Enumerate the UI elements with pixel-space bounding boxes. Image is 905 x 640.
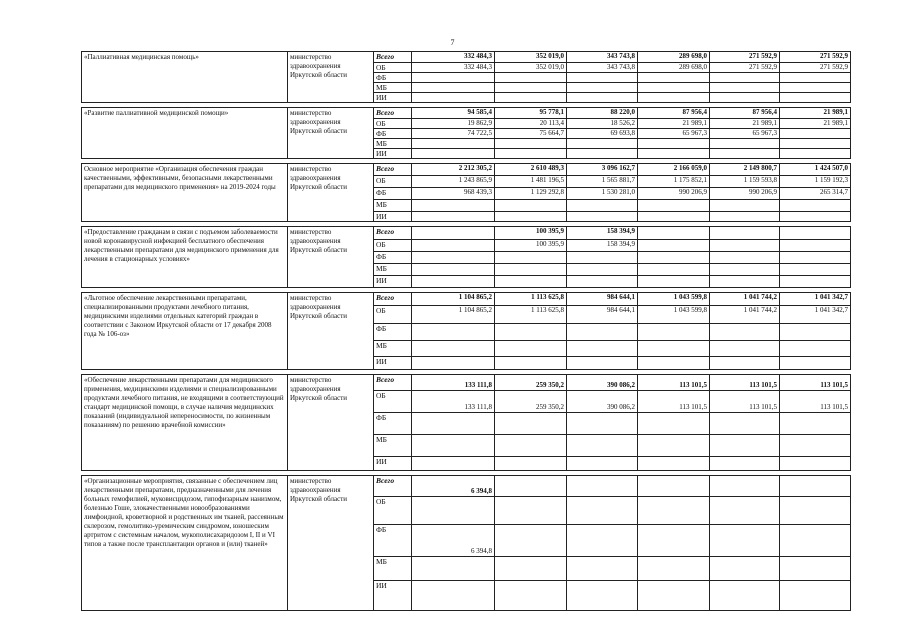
- amount-cell: [638, 93, 710, 103]
- amount-cell: [412, 252, 495, 264]
- funding-source: МБ: [374, 264, 412, 276]
- amount-cell: [710, 139, 780, 149]
- amount-cell: [780, 73, 851, 83]
- amount-cell: [780, 457, 851, 471]
- amount-cell: 87 956,4: [638, 108, 710, 119]
- amount-cell: [495, 83, 567, 93]
- amount-cell: [638, 457, 710, 471]
- amount-cell: [710, 476, 780, 497]
- funding-source: Всего: [374, 227, 412, 240]
- amount-cell: [780, 200, 851, 212]
- amount-cell: [638, 252, 710, 264]
- amount-cell: 1 041 342,7: [780, 293, 851, 306]
- amount-cell: 19 862,9: [412, 119, 495, 129]
- amount-cell: [495, 457, 567, 471]
- funding-source: Всего: [374, 108, 412, 119]
- amount-cell: 259 350,2: [495, 375, 567, 391]
- responsible-executor: министерство здравоохранения Иркутской области: [288, 227, 374, 288]
- amount-cell: 289 698,0: [638, 63, 710, 73]
- amount-cell: [567, 149, 638, 159]
- amount-cell: [710, 240, 780, 252]
- amount-cell: [780, 413, 851, 435]
- amount-cell: [780, 227, 851, 240]
- amount-cell: [412, 497, 495, 525]
- amount-cell: [412, 357, 495, 370]
- amount-cell: [780, 149, 851, 159]
- amount-cell: 6 394,8: [412, 525, 495, 557]
- funding-source: Всего: [374, 375, 412, 391]
- amount-cell: [710, 276, 780, 288]
- amount-cell: [412, 341, 495, 357]
- table-body: [82, 52, 851, 611]
- amount-cell: [495, 435, 567, 457]
- table-row: [82, 164, 851, 176]
- amount-cell: [638, 476, 710, 497]
- amount-cell: 332 484,3: [412, 63, 495, 73]
- amount-cell: [412, 264, 495, 276]
- funding-source: ФБ: [374, 73, 412, 83]
- amount-cell: [638, 581, 710, 611]
- amount-cell: [638, 497, 710, 525]
- amount-cell: 20 113,4: [495, 119, 567, 129]
- amount-cell: 74 722,5: [412, 129, 495, 139]
- responsible-executor: министерство здравоохранения Иркутской области: [288, 293, 374, 370]
- amount-cell: 113 101,5: [780, 391, 851, 413]
- funding-source: ОБ: [374, 119, 412, 129]
- amount-cell: [412, 227, 495, 240]
- table-row: [82, 108, 851, 119]
- amount-cell: [495, 476, 567, 497]
- amount-cell: 1 113 625,8: [495, 306, 567, 324]
- amount-cell: [638, 139, 710, 149]
- amount-cell: [412, 413, 495, 435]
- amount-cell: [780, 212, 851, 222]
- amount-cell: [638, 357, 710, 370]
- funding-source: ФБ: [374, 188, 412, 200]
- amount-cell: 95 778,1: [495, 108, 567, 119]
- budget-table: [81, 51, 851, 611]
- funding-source: ОБ: [374, 497, 412, 525]
- funding-source: МБ: [374, 435, 412, 457]
- funding-source: МБ: [374, 83, 412, 93]
- amount-cell: 265 314,7: [780, 188, 851, 200]
- amount-cell: 343 743,8: [567, 52, 638, 63]
- amount-cell: [710, 357, 780, 370]
- amount-cell: [780, 93, 851, 103]
- amount-cell: 390 086,2: [567, 391, 638, 413]
- amount-cell: 984 644,1: [567, 293, 638, 306]
- amount-cell: 2 166 059,0: [638, 164, 710, 176]
- amount-cell: [780, 581, 851, 611]
- amount-cell: [567, 83, 638, 93]
- amount-cell: [567, 357, 638, 370]
- amount-cell: [710, 252, 780, 264]
- measure-name: Основное мероприятие «Организация обеспечения граждан качественными, эффективными, безопасными лекарственными препаратами для медицинского применения» на 2019-2024 годы: [82, 164, 288, 222]
- amount-cell: 133 111,8: [412, 375, 495, 391]
- amount-cell: [638, 227, 710, 240]
- table-row: [82, 52, 851, 63]
- amount-cell: [567, 324, 638, 341]
- amount-cell: [412, 212, 495, 222]
- funding-source: ИИ: [374, 276, 412, 288]
- table-row: [82, 293, 851, 306]
- amount-cell: 343 743,8: [567, 63, 638, 73]
- amount-cell: [710, 73, 780, 83]
- amount-cell: [412, 83, 495, 93]
- funding-source: ФБ: [374, 413, 412, 435]
- amount-cell: 1 530 281,0: [567, 188, 638, 200]
- funding-source: МБ: [374, 341, 412, 357]
- measure-name: «Развитие паллиативной медицинской помощи»: [82, 108, 288, 159]
- amount-cell: [495, 525, 567, 557]
- amount-cell: [780, 476, 851, 497]
- amount-cell: 21 989,1: [780, 108, 851, 119]
- amount-cell: 968 439,3: [412, 188, 495, 200]
- funding-source: МБ: [374, 139, 412, 149]
- amount-cell: [710, 83, 780, 93]
- amount-cell: [710, 93, 780, 103]
- amount-cell: 3 096 162,7: [567, 164, 638, 176]
- amount-cell: [638, 83, 710, 93]
- amount-cell: [567, 93, 638, 103]
- amount-cell: [710, 212, 780, 222]
- amount-cell: [710, 581, 780, 611]
- amount-cell: 100 395,9: [495, 240, 567, 252]
- amount-cell: [710, 413, 780, 435]
- amount-cell: [710, 557, 780, 581]
- amount-cell: [567, 413, 638, 435]
- amount-cell: [780, 435, 851, 457]
- amount-cell: [495, 357, 567, 370]
- amount-cell: [412, 149, 495, 159]
- amount-cell: 990 206,9: [638, 188, 710, 200]
- amount-cell: 88 220,0: [567, 108, 638, 119]
- amount-cell: [780, 83, 851, 93]
- amount-cell: 1 565 881,7: [567, 176, 638, 188]
- measure-name: «Льготное обеспечение лекарственными препаратами, специализированными продуктами лечебного питания, медицинскими изделиями отдельных категорий граждан в соответствии с Законом Иркутской области от 17 декабря 2008 года № 106-оз»: [82, 293, 288, 370]
- amount-cell: [638, 73, 710, 83]
- amount-cell: 1 041 342,7: [780, 306, 851, 324]
- amount-cell: 1 175 852,1: [638, 176, 710, 188]
- amount-cell: 158 394,9: [567, 227, 638, 240]
- amount-cell: [495, 324, 567, 341]
- amount-cell: 69 693,8: [567, 129, 638, 139]
- table-row: [82, 375, 851, 391]
- amount-cell: [780, 357, 851, 370]
- funding-source: ИИ: [374, 212, 412, 222]
- amount-cell: [567, 264, 638, 276]
- amount-cell: [495, 557, 567, 581]
- amount-cell: 94 585,4: [412, 108, 495, 119]
- amount-cell: [567, 212, 638, 222]
- amount-cell: 1 129 292,8: [495, 188, 567, 200]
- amount-cell: 1 113 625,8: [495, 293, 567, 306]
- amount-cell: 75 664,7: [495, 129, 567, 139]
- amount-cell: [412, 324, 495, 341]
- amount-cell: [567, 252, 638, 264]
- amount-cell: 1 104 865,2: [412, 306, 495, 324]
- amount-cell: [412, 435, 495, 457]
- funding-source: ОБ: [374, 176, 412, 188]
- funding-source: ОБ: [374, 306, 412, 324]
- funding-source: ИИ: [374, 457, 412, 471]
- amount-cell: [495, 497, 567, 525]
- amount-cell: [638, 525, 710, 557]
- amount-cell: 1 481 196,5: [495, 176, 567, 188]
- amount-cell: [567, 276, 638, 288]
- amount-cell: [780, 139, 851, 149]
- funding-source: ФБ: [374, 129, 412, 139]
- amount-cell: [567, 200, 638, 212]
- measure-name: «Предоставление гражданам в связи с подъемом заболеваемости новой коронавирусной инфекцией бесплатного обеспечения лекарственными препаратами для медицинского применения для лечения в стационарных условиях»: [82, 227, 288, 288]
- amount-cell: 271 592,9: [780, 63, 851, 73]
- amount-cell: 352 019,0: [495, 52, 567, 63]
- amount-cell: [567, 557, 638, 581]
- amount-cell: [495, 149, 567, 159]
- amount-cell: [567, 457, 638, 471]
- amount-cell: 1 243 865,9: [412, 176, 495, 188]
- amount-cell: [638, 413, 710, 435]
- amount-cell: 1 043 599,8: [638, 293, 710, 306]
- amount-cell: [638, 324, 710, 341]
- amount-cell: [780, 324, 851, 341]
- amount-cell: 1 041 744,2: [710, 293, 780, 306]
- amount-cell: 2 212 305,2: [412, 164, 495, 176]
- amount-cell: 259 350,2: [495, 391, 567, 413]
- amount-cell: [780, 497, 851, 525]
- amount-cell: [567, 139, 638, 149]
- amount-cell: [495, 73, 567, 83]
- amount-cell: 6 394,8: [412, 476, 495, 497]
- funding-source: ФБ: [374, 252, 412, 264]
- amount-cell: [710, 457, 780, 471]
- amount-cell: [495, 139, 567, 149]
- amount-cell: [495, 581, 567, 611]
- responsible-executor: министерство здравоохранения Иркутской области: [288, 164, 374, 222]
- responsible-executor: министерство здравоохранения Иркутской области: [288, 476, 374, 611]
- amount-cell: [495, 264, 567, 276]
- amount-cell: 113 101,5: [780, 375, 851, 391]
- amount-cell: [780, 557, 851, 581]
- amount-cell: [638, 149, 710, 159]
- amount-cell: [710, 435, 780, 457]
- amount-cell: [567, 341, 638, 357]
- amount-cell: [638, 557, 710, 581]
- amount-cell: [780, 525, 851, 557]
- amount-cell: 133 111,8: [412, 391, 495, 413]
- amount-cell: [412, 457, 495, 471]
- measure-name: «Обеспечение лекарственными препаратами для медицинского применения, медицинскими изделиями и специализированными продуктами лечебного питания, не входящими в соответствующий стандарт медицинской помощи, в случае наличия медицинских показаний (индивидуальной непереносимости, по жизненным показаниям) по решению врачебной комиссии»: [82, 375, 288, 471]
- amount-cell: 113 101,5: [710, 375, 780, 391]
- amount-cell: 271 592,9: [710, 52, 780, 63]
- amount-cell: [780, 264, 851, 276]
- amount-cell: [412, 93, 495, 103]
- amount-cell: [412, 581, 495, 611]
- responsible-executor: министерство здравоохранения Иркутской области: [288, 375, 374, 471]
- amount-cell: 21 989,1: [710, 119, 780, 129]
- funding-source: Всего: [374, 164, 412, 176]
- amount-cell: [567, 497, 638, 525]
- funding-source: ФБ: [374, 525, 412, 557]
- amount-cell: 158 394,9: [567, 240, 638, 252]
- funding-source: ОБ: [374, 63, 412, 73]
- amount-cell: [638, 240, 710, 252]
- amount-cell: 87 956,4: [710, 108, 780, 119]
- amount-cell: [638, 276, 710, 288]
- amount-cell: [780, 240, 851, 252]
- amount-cell: [412, 200, 495, 212]
- amount-cell: [780, 252, 851, 264]
- amount-cell: 65 967,3: [638, 129, 710, 139]
- amount-cell: [567, 476, 638, 497]
- amount-cell: [567, 525, 638, 557]
- amount-cell: 113 101,5: [638, 375, 710, 391]
- amount-cell: [638, 212, 710, 222]
- amount-cell: 271 592,9: [710, 63, 780, 73]
- amount-cell: [412, 276, 495, 288]
- amount-cell: 21 989,1: [780, 119, 851, 129]
- funding-source: Всего: [374, 293, 412, 306]
- amount-cell: [495, 413, 567, 435]
- funding-source: ИИ: [374, 93, 412, 103]
- amount-cell: [780, 341, 851, 357]
- funding-source: Всего: [374, 52, 412, 63]
- amount-cell: 2 149 800,7: [710, 164, 780, 176]
- amount-cell: 113 101,5: [710, 391, 780, 413]
- measure-name: «Паллиативная медицинская помощь»: [82, 52, 288, 103]
- amount-cell: 113 101,5: [638, 391, 710, 413]
- amount-cell: 289 698,0: [638, 52, 710, 63]
- amount-cell: [710, 324, 780, 341]
- amount-cell: [567, 581, 638, 611]
- table-row: [82, 227, 851, 240]
- amount-cell: [412, 139, 495, 149]
- amount-cell: 21 989,1: [638, 119, 710, 129]
- amount-cell: [412, 240, 495, 252]
- amount-cell: [710, 149, 780, 159]
- amount-cell: 390 086,2: [567, 375, 638, 391]
- amount-cell: 1 159 192,3: [780, 176, 851, 188]
- amount-cell: 1 041 744,2: [710, 306, 780, 324]
- amount-cell: 18 526,2: [567, 119, 638, 129]
- funding-source: ИИ: [374, 581, 412, 611]
- amount-cell: [710, 341, 780, 357]
- funding-source: ИИ: [374, 357, 412, 370]
- amount-cell: [638, 200, 710, 212]
- amount-cell: 65 967,3: [710, 129, 780, 139]
- amount-cell: [495, 200, 567, 212]
- amount-cell: [495, 341, 567, 357]
- funding-source: ИИ: [374, 149, 412, 159]
- responsible-executor: министерство здравоохранения Иркутской области: [288, 52, 374, 103]
- measure-name: «Организационные мероприятия, связанные с обеспечением лиц лекарственными препаратами, предназначенными для лечения больных гемофилией, муковисцидозом, гипофизарным нанизмом, болезнью Гоше, злокачественными новообразованиями лимфоидной, кроветворной и родственных им тканей, рассеянным склерозом, гемолитико-уремическим синдромом, юношеским артритом с системным началом, мукополисахаридозом I, II и VI типов а также после трансплантации органов и (или) тканей»: [82, 476, 288, 611]
- amount-cell: 984 644,1: [567, 306, 638, 324]
- amount-cell: 100 395,9: [495, 227, 567, 240]
- amount-cell: [710, 264, 780, 276]
- amount-cell: 1 043 599,8: [638, 306, 710, 324]
- responsible-executor: министерство здравоохранения Иркутской области: [288, 108, 374, 159]
- amount-cell: 352 019,0: [495, 63, 567, 73]
- amount-cell: 1 424 507,0: [780, 164, 851, 176]
- table-row: [82, 476, 851, 497]
- funding-source: МБ: [374, 200, 412, 212]
- amount-cell: [710, 497, 780, 525]
- funding-source: ОБ: [374, 240, 412, 252]
- amount-cell: [710, 227, 780, 240]
- amount-cell: 271 592,9: [780, 52, 851, 63]
- amount-cell: [495, 93, 567, 103]
- amount-cell: [710, 200, 780, 212]
- amount-cell: [412, 73, 495, 83]
- funding-source: Всего: [374, 476, 412, 497]
- amount-cell: [495, 212, 567, 222]
- amount-cell: [710, 525, 780, 557]
- amount-cell: [638, 341, 710, 357]
- amount-cell: [495, 252, 567, 264]
- amount-cell: [412, 557, 495, 581]
- amount-cell: 990 206,9: [710, 188, 780, 200]
- amount-cell: [780, 276, 851, 288]
- amount-cell: 1 104 865,2: [412, 293, 495, 306]
- funding-source: МБ: [374, 557, 412, 581]
- amount-cell: [495, 276, 567, 288]
- amount-cell: 2 610 489,3: [495, 164, 567, 176]
- amount-cell: [638, 264, 710, 276]
- amount-cell: [638, 435, 710, 457]
- funding-source: ОБ: [374, 391, 412, 413]
- amount-cell: 332 484,3: [412, 52, 495, 63]
- amount-cell: [567, 73, 638, 83]
- funding-source: ФБ: [374, 324, 412, 341]
- amount-cell: 1 159 593,8: [710, 176, 780, 188]
- amount-cell: [567, 435, 638, 457]
- page-number: 7: [450, 38, 455, 47]
- amount-cell: [780, 129, 851, 139]
